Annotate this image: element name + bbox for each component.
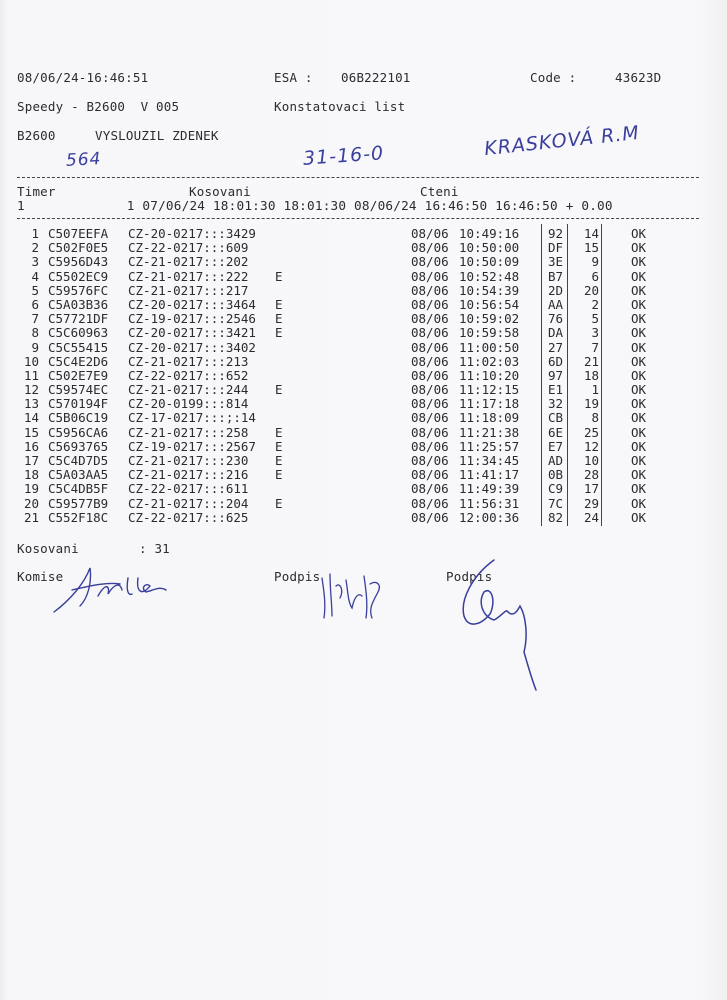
ring-number: CZ-21-0217:::244	[128, 382, 249, 398]
hex-code: C9	[548, 481, 564, 497]
ring-number: CZ-22-0217:::625	[128, 509, 249, 525]
check-code: 24	[583, 509, 599, 525]
status-text: OK	[631, 467, 647, 483]
ring-number: CZ-21-0217:::213	[128, 353, 249, 369]
row-number: 18	[23, 467, 39, 483]
row-number: 6	[31, 296, 39, 312]
e-flag: E	[275, 311, 283, 327]
table-row	[17, 241, 697, 255]
row-number: 8	[31, 325, 39, 341]
komise-signature	[50, 560, 180, 620]
check-code: 20	[583, 282, 599, 298]
print-datetime: 08/06/24-16:46:51	[17, 70, 149, 85]
e-flag: E	[275, 382, 283, 398]
esa-value: 06B222101	[341, 70, 411, 85]
row-number: 20	[23, 495, 39, 511]
chip-id: C5693765	[48, 438, 109, 454]
arrival-date: 08/06	[411, 382, 449, 398]
e-flag: E	[275, 453, 283, 468]
chip-id: C5C60963	[48, 325, 109, 341]
row-number: 19	[23, 481, 39, 497]
chip-id: C5C4D7D5	[48, 453, 109, 468]
arrival-date: 08/06	[411, 311, 449, 327]
row-number: 17	[23, 453, 39, 468]
row-number: 9	[31, 339, 39, 355]
hex-code: E7	[548, 438, 564, 454]
arrival-time: 10:59:58	[459, 325, 520, 341]
row-number: 12	[23, 382, 39, 398]
hex-code: 2D	[548, 282, 564, 298]
check-code: 5	[591, 311, 599, 327]
e-flag: E	[275, 296, 283, 312]
arrival-time: 10:54:39	[459, 282, 520, 298]
handwritten-name: KRASKOVÁ R.M	[483, 121, 641, 161]
arrival-date: 08/06	[411, 282, 449, 298]
hex-code: 6D	[548, 353, 564, 369]
status-text: OK	[631, 438, 647, 454]
status-text: OK	[631, 495, 647, 511]
check-code: 17	[583, 481, 599, 497]
ring-number: CZ-20-0217:::3429	[128, 226, 256, 241]
row-number: 16	[23, 438, 39, 454]
arrival-time: 11:25:57	[459, 438, 520, 454]
hex-code: 7C	[548, 495, 564, 511]
document-title: Konstatovaci list	[274, 99, 406, 114]
ring-number: CZ-21-0217:::222	[128, 268, 249, 284]
timer-line: 1 1 07/06/24 18:01:30 18:01:30 08/06/24 16:46:50 16:46:50 + 0.00	[17, 198, 613, 213]
arrival-time: 10:52:48	[459, 268, 520, 284]
hex-code: 97	[548, 367, 564, 383]
row-number: 14	[23, 410, 39, 426]
table-row	[17, 397, 697, 411]
ring-number: CZ-21-0217:::258	[128, 424, 249, 440]
check-code: 21	[583, 353, 599, 369]
chip-id: C5956D43	[48, 254, 109, 270]
row-number: 21	[23, 509, 39, 525]
hex-code: 6E	[548, 424, 564, 440]
table-row	[17, 270, 697, 284]
arrival-date: 08/06	[411, 438, 449, 454]
hex-code: 76	[548, 311, 564, 327]
results-table	[17, 227, 697, 525]
ring-number: CZ-22-0217:::652	[128, 367, 249, 383]
e-flag: E	[275, 495, 283, 511]
table-row	[17, 326, 697, 340]
chip-id: C552F18C	[48, 509, 109, 525]
podpis-label-2: Podpis	[446, 569, 493, 584]
check-code: 8	[591, 410, 599, 426]
hex-code: 0B	[548, 467, 564, 483]
chip-id: C502E7E9	[48, 367, 109, 383]
divider-table	[17, 218, 699, 219]
ring-number: CZ-17-0217:::;:14	[128, 410, 256, 426]
arrival-time: 10:56:54	[459, 296, 520, 312]
ring-number: CZ-22-0217:::611	[128, 481, 249, 497]
arrival-date: 08/06	[411, 325, 449, 341]
ring-number: CZ-20-0217:::3421	[128, 325, 256, 341]
e-flag: E	[275, 325, 283, 341]
device-info: Speedy - B2600 V 005	[17, 99, 180, 114]
chip-id: C5B06C19	[48, 410, 109, 426]
kosovani-summary-count: : 31	[139, 541, 170, 556]
status-text: OK	[631, 382, 647, 398]
arrival-time: 10:49:16	[459, 226, 520, 241]
arrival-date: 08/06	[411, 481, 449, 497]
handwritten-code: 31-16-0	[302, 142, 385, 170]
table-row	[17, 497, 697, 511]
arrival-time: 11:12:15	[459, 382, 520, 398]
e-flag: E	[275, 424, 283, 440]
hex-code: DA	[548, 325, 564, 341]
fancier-id: B2600	[17, 128, 56, 143]
status-text: OK	[631, 353, 647, 369]
hex-code: DF	[548, 240, 564, 256]
check-code: 28	[583, 467, 599, 483]
arrival-date: 08/06	[411, 467, 449, 483]
arrival-time: 11:49:39	[459, 481, 520, 497]
arrival-time: 11:17:18	[459, 396, 520, 412]
e-flag: E	[275, 268, 283, 284]
row-number: 3	[31, 254, 39, 270]
check-code: 25	[583, 424, 599, 440]
arrival-date: 08/06	[411, 254, 449, 270]
status-text: OK	[631, 311, 647, 327]
chip-id: C507EEFA	[48, 226, 109, 241]
check-code: 1	[591, 382, 599, 398]
ring-number: CZ-21-0217:::204	[128, 495, 249, 511]
hex-code: 32	[548, 396, 564, 412]
ring-number: CZ-19-0217:::2567	[128, 438, 256, 454]
arrival-time: 11:34:45	[459, 453, 520, 468]
table-row	[17, 355, 697, 369]
arrival-date: 08/06	[411, 296, 449, 312]
check-code: 6	[591, 268, 599, 284]
ring-number: CZ-19-0217:::2546	[128, 311, 256, 327]
divider-top	[17, 177, 699, 178]
arrival-time: 10:50:09	[459, 254, 520, 270]
chip-id: C5C55415	[48, 339, 109, 355]
status-text: OK	[631, 339, 647, 355]
status-text: OK	[631, 481, 647, 497]
arrival-date: 08/06	[411, 410, 449, 426]
arrival-time: 11:18:09	[459, 410, 520, 426]
ring-number: CZ-21-0217:::230	[128, 453, 249, 468]
table-row	[17, 482, 697, 496]
arrival-date: 08/06	[411, 367, 449, 383]
table-row	[17, 227, 697, 241]
check-code: 29	[583, 495, 599, 511]
status-text: OK	[631, 453, 647, 468]
check-code: 14	[583, 226, 599, 241]
arrival-date: 08/06	[411, 339, 449, 355]
arrival-date: 08/06	[411, 396, 449, 412]
chip-id: C5502EC9	[48, 268, 109, 284]
status-text: OK	[631, 226, 647, 241]
podpis-signature-2	[432, 556, 552, 696]
arrival-date: 08/06	[411, 495, 449, 511]
ring-number: CZ-20-0217:::3464	[128, 296, 256, 312]
hex-code: 82	[548, 509, 564, 525]
table-row	[17, 411, 697, 425]
status-text: OK	[631, 509, 647, 525]
arrival-time: 11:41:17	[459, 467, 520, 483]
komise-label: Komise	[17, 569, 64, 584]
table-row	[17, 440, 697, 454]
arrival-date: 08/06	[411, 226, 449, 241]
arrival-date: 08/06	[411, 240, 449, 256]
ring-number: CZ-21-0217:::216	[128, 467, 249, 483]
hex-code: AA	[548, 296, 564, 312]
chip-id: C5A03B36	[48, 296, 109, 312]
table-row	[17, 383, 697, 397]
table-row	[17, 312, 697, 326]
podpis-label-1: Podpis	[274, 569, 321, 584]
status-text: OK	[631, 240, 647, 256]
hex-code: AD	[548, 453, 564, 468]
arrival-date: 08/06	[411, 424, 449, 440]
status-text: OK	[631, 396, 647, 412]
check-code: 7	[591, 339, 599, 355]
cteni-col-label: Cteni	[420, 184, 459, 199]
arrival-date: 08/06	[411, 268, 449, 284]
arrival-time: 12:00:36	[459, 509, 520, 525]
check-code: 19	[583, 396, 599, 412]
chip-id: C502F0E5	[48, 240, 109, 256]
check-code: 12	[583, 438, 599, 454]
ring-number: CZ-21-0217:::202	[128, 254, 249, 270]
chip-id: C59577B9	[48, 495, 109, 511]
timer-col-label: Timer	[17, 184, 56, 199]
ring-number: CZ-20-0217:::3402	[128, 339, 256, 355]
arrival-date: 08/06	[411, 509, 449, 525]
handwritten-number: 564	[65, 149, 102, 171]
arrival-date: 08/06	[411, 453, 449, 468]
ring-number: CZ-22-0217:::609	[128, 240, 249, 256]
row-number: 11	[23, 367, 39, 383]
check-code: 9	[591, 254, 599, 270]
status-text: OK	[631, 254, 647, 270]
row-number: 2	[31, 240, 39, 256]
table-row	[17, 298, 697, 312]
table-row	[17, 468, 697, 482]
chip-id: C59574EC	[48, 382, 109, 398]
check-code: 15	[583, 240, 599, 256]
row-number: 5	[31, 282, 39, 298]
chip-id: C57721DF	[48, 311, 109, 327]
table-row	[17, 511, 697, 525]
chip-id: C59576FC	[48, 282, 109, 298]
ring-number: CZ-21-0217:::217	[128, 282, 249, 298]
arrival-time: 11:00:50	[459, 339, 520, 355]
arrival-time: 11:21:38	[459, 424, 520, 440]
arrival-time: 11:10:20	[459, 367, 520, 383]
status-text: OK	[631, 410, 647, 426]
arrival-time: 10:59:02	[459, 311, 520, 327]
chip-id: C5956CA6	[48, 424, 109, 440]
e-flag: E	[275, 438, 283, 454]
esa-label: ESA :	[274, 70, 313, 85]
status-text: OK	[631, 367, 647, 383]
hex-code: CB	[548, 410, 564, 426]
table-row	[17, 369, 697, 383]
arrival-time: 11:02:03	[459, 353, 520, 369]
row-number: 1	[31, 226, 39, 241]
row-number: 10	[23, 353, 39, 369]
table-row	[17, 341, 697, 355]
e-flag: E	[275, 467, 283, 483]
arrival-time: 10:50:00	[459, 240, 520, 256]
hex-code: 27	[548, 339, 564, 355]
hex-code: B7	[548, 268, 564, 284]
hex-code: 92	[548, 226, 564, 241]
table-row	[17, 284, 697, 298]
table-row	[17, 255, 697, 269]
status-text: OK	[631, 424, 647, 440]
check-code: 3	[591, 325, 599, 341]
podpis-signature-1	[318, 568, 398, 628]
table-row	[17, 426, 697, 440]
fancier-name: VYSLOUZIL ZDENEK	[95, 128, 219, 143]
row-number: 4	[31, 268, 39, 284]
kosovani-summary-label: Kosovani	[17, 541, 79, 556]
arrival-time: 11:56:31	[459, 495, 520, 511]
check-code: 2	[591, 296, 599, 312]
hex-code: 3E	[548, 254, 564, 270]
chip-id: C5C4DB5F	[48, 481, 109, 497]
check-code: 10	[583, 453, 599, 468]
status-text: OK	[631, 268, 647, 284]
kosovani-col-label: Kosovani	[189, 184, 251, 199]
status-text: OK	[631, 325, 647, 341]
code-value: 43623D	[615, 70, 662, 85]
chip-id: C5C4E2D6	[48, 353, 109, 369]
row-number: 15	[23, 424, 39, 440]
row-number: 7	[31, 311, 39, 327]
chip-id: C5A03AA5	[48, 467, 109, 483]
chip-id: C570194F	[48, 396, 109, 412]
table-row	[17, 454, 697, 468]
arrival-date: 08/06	[411, 353, 449, 369]
hex-code: E1	[548, 382, 564, 398]
status-text: OK	[631, 282, 647, 298]
check-code: 18	[583, 367, 599, 383]
ring-number: CZ-20-0199:::814	[128, 396, 249, 412]
code-label: Code :	[530, 70, 577, 85]
status-text: OK	[631, 296, 647, 312]
row-number: 13	[23, 396, 39, 412]
